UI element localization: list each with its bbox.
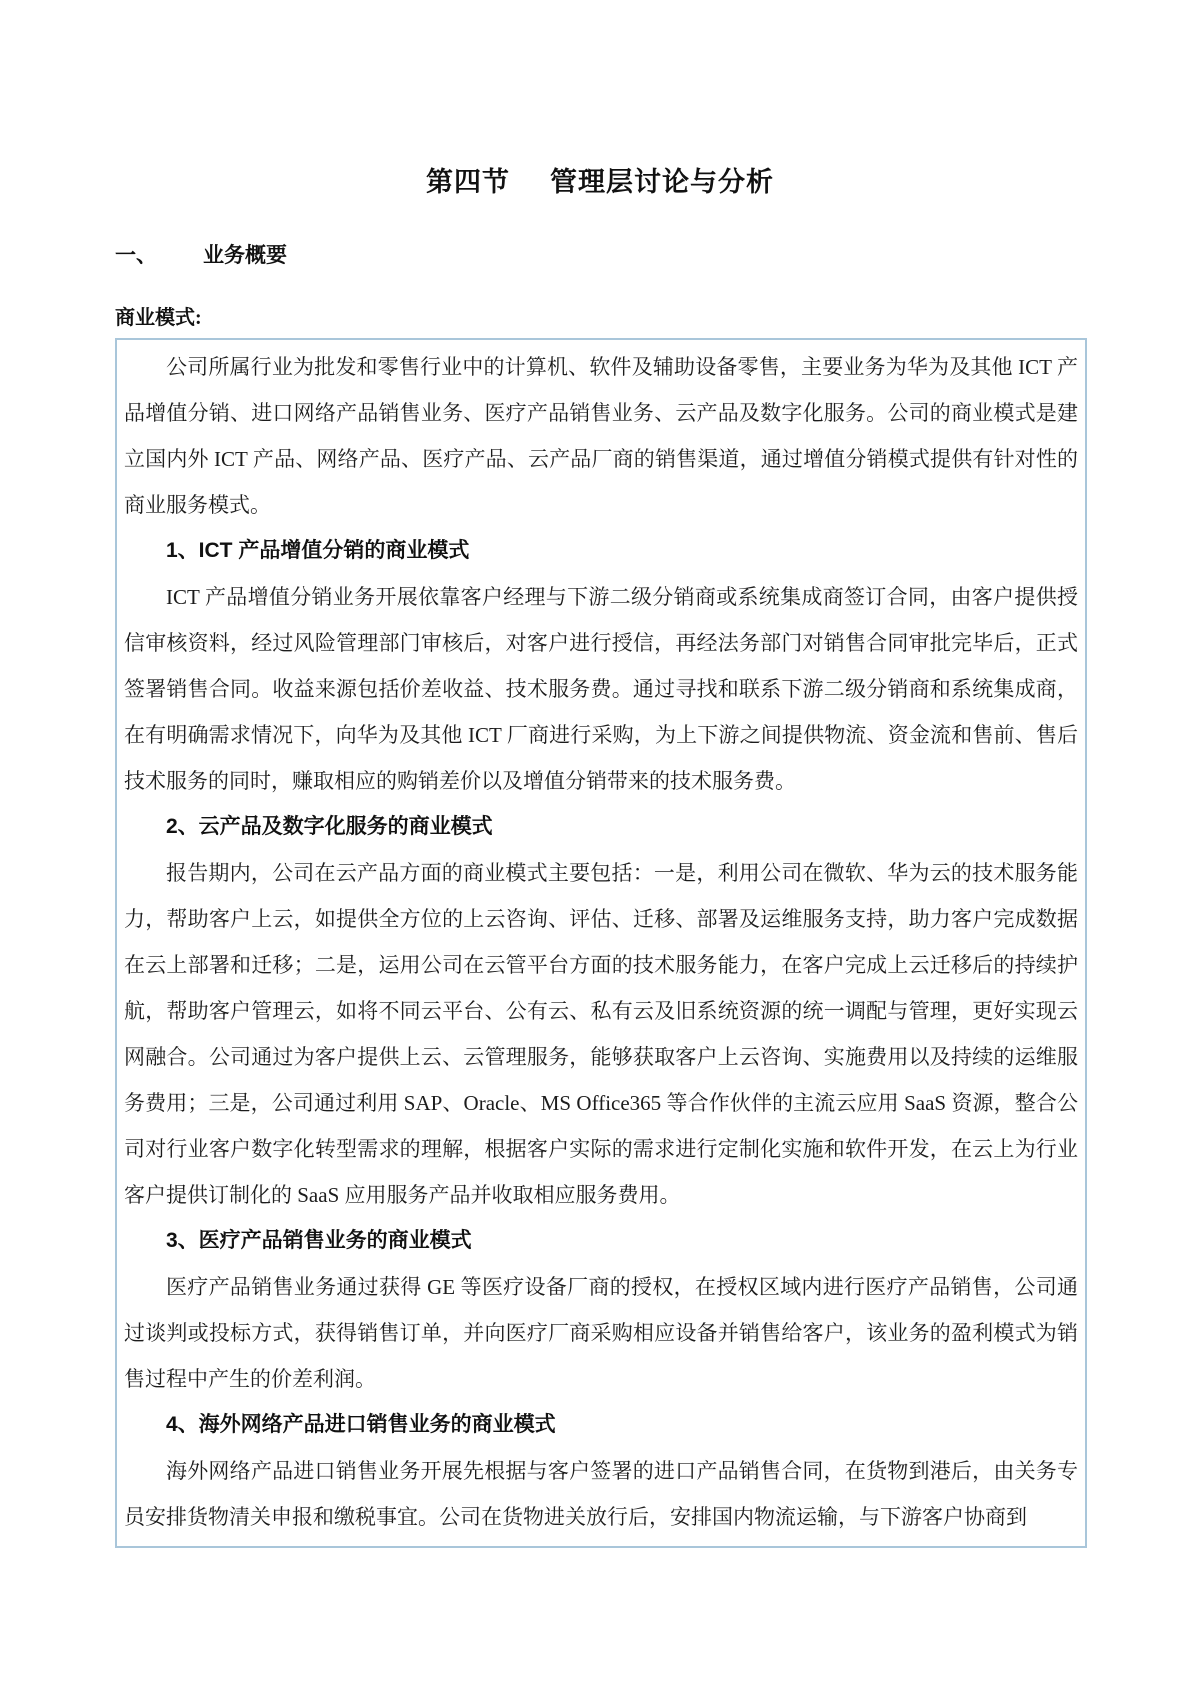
overview-heading-text: 业务概要 [203,244,287,267]
paragraph-cloud-services: 报告期内，公司在云产品方面的商业模式主要包括：一是，利用公司在微软、华为云的技术服务能力，帮助客户上云，如提供全方位的上云咨询、评估、迁移、部署及运维服务支持，助力客户完成数据在云上部署和迁移；二是，运用公司在云管平台方面的技术服务能力，在客户完成上云迁移后的持续护航，帮助客户管理云，如将不同云平台、公有云、私有云及旧系统资源的统一调配与管理，更好实现云网融合。公司通过为客户提供上云、云管理服务，能够获取客户上云咨询、实施费用以及持续的运维服务费用；三是，公司通过利用 SAP、Oracle、MS Office365 等合作伙伴的主流云应用 SaaS 资源，整合公司对行业客户数字化转型需求的理解，根据客户实际的需求进行定制化实施和软件开发，在云上为行业客户提供订制化的 SaaS 应用服务产品并收取相应服务费用。 [124,861,1078,1207]
paragraph-ict-distribution: ICT 产品增值分销业务开展依靠客户经理与下游二级分销商或系统集成商签订合同，由客户提供授信审核资料，经过风险管理部门审核后，对客户进行授信，再经法务部门对销售合同审批完毕后，正式签署销售合同。收益来源包括价差收益、技术服务费。通过寻找和联系下游二级分销商和系统集成商，在有明确需求情况下，向华为及其他 ICT 厂商进行采购，为上下游之间提供物流、资金流和售前、售后技术服务的同时，赚取相应的购销差价以及增值分销带来的技术服务费。 [124,585,1078,793]
subheading-overseas-network-import: 4、海外网络产品进口销售业务的商业模式 [166,1413,556,1436]
subheading-medical-sales: 3、医疗产品销售业务的商业模式 [166,1229,472,1252]
business-model-label: 商业模式: [115,307,202,329]
subheading-ict-distribution: 1、ICT 产品增值分销的商业模式 [166,539,470,562]
overview-heading-number: 一、 [115,244,157,267]
overview-heading [115,239,1086,269]
paragraph-medical-sales: 医疗产品销售业务通过获得 GE 等医疗设备厂商的授权，在授权区域内进行医疗产品销售，公司通过谈判或投标方式，获得销售订单，并向医疗厂商采购相应设备并销售给客户，该业务的盈利模式为销售过程中产生的价差利润。 [124,1275,1078,1391]
business-model-box [115,338,1087,1548]
section-number: 第四节 [426,167,510,197]
page-title [0,0,1200,199]
section-title: 管理层讨论与分析 [550,167,774,197]
paragraph-overseas-network-import: 海外网络产品进口销售业务开展先根据与客户签署的进口产品销售合同，在货物到港后，由关务专员安排货物清关申报和缴税事宜。公司在货物进关放行后，安排国内物流运输，与下游客户协商到 [124,1459,1078,1529]
paragraph-industry-overview: 公司所属行业为批发和零售行业中的计算机、软件及辅助设备零售，主要业务为华为及其他 ICT 产品增值分销、进口网络产品销售业务、医疗产品销售业务、云产品及数字化服务。公司的商业模式是建立国内外 ICT 产品、网络产品、医疗产品、云产品厂商的销售渠道，通过增值分销模式提供有针对性的商业服务模式。 [124,355,1078,517]
subheading-cloud-services: 2、云产品及数字化服务的商业模式 [166,815,493,838]
